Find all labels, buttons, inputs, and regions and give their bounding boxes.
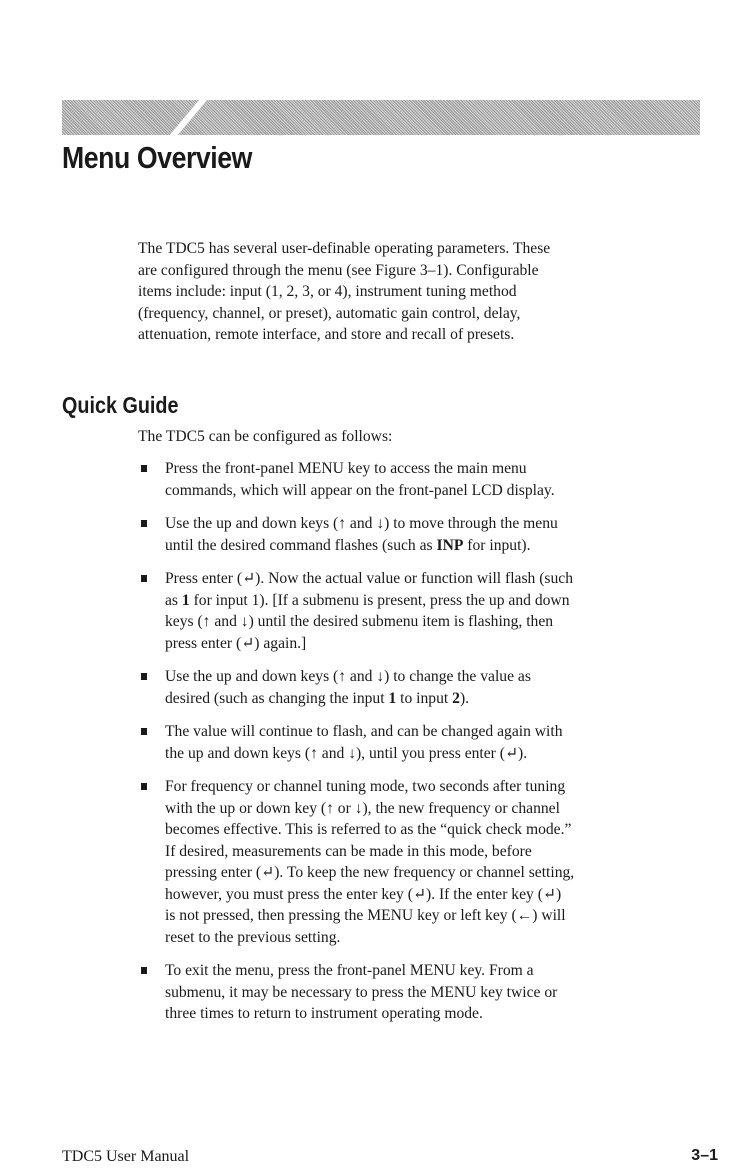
bullet-text: for input 1). [If a submenu is present, press the up and down keys (↑ and ↓) until the desired submenu item is flashing, then press enter (↵) again.]	[165, 591, 570, 652]
bullet-square-icon	[141, 673, 147, 680]
bullet-text: Use the up and down keys (↑ and ↓) to move through the menu until the desired command flashes (such as	[165, 515, 558, 554]
bullet-square-icon	[141, 465, 147, 472]
bullet-square-icon	[141, 783, 147, 790]
footer-page-number: 3–1	[691, 1147, 718, 1164]
page-title: Menu Overview	[62, 140, 252, 175]
bullet-item	[138, 666, 708, 709]
bullet-text: Press enter (↵). Now the actual value or function will flash (such as	[165, 570, 573, 609]
intro-paragraph: The TDC5 has several user-definable operating parameters. These are configured through the menu (see Figure 3–1). Configurable items include: input (1, 2, 3, or 4), instrument tuning method (frequency, channel, or preset), automatic gain control, delay, attenuation, remote interface, and store and recall of presets.	[138, 240, 551, 343]
bullet-text: Use the up and down keys (↑ and ↓) to change the value as desired (such as changing the input	[165, 668, 531, 707]
bullet-item	[138, 458, 708, 501]
bullet-text: to input	[396, 689, 453, 707]
header-bar-slash	[167, 98, 209, 138]
bullet-item	[138, 960, 708, 1025]
bold-text: 1	[181, 591, 190, 609]
bullet-item	[138, 776, 708, 948]
bullet-square-icon	[141, 728, 147, 735]
bold-text: INP	[436, 536, 464, 554]
bullet-list	[138, 458, 708, 1037]
bold-text: 1	[388, 689, 397, 707]
bullet-item	[138, 568, 708, 654]
bullet-text: For frequency or channel tuning mode, two seconds after tuning with the up or down key (↑ or ↓), the new frequency or channel becomes effective. This is referred to as the “quick check mode.” If desired, measurements can be made in this mode, before pressing enter (↵). To keep the new frequency or channel setting, however, you must press the enter key (↵). If the enter key (↵) is not pressed, then pressing the MENU key or left key (←) will reset to the previous setting.	[165, 778, 575, 946]
bullet-text: for input).	[463, 536, 531, 554]
bullet-text: Press the front-panel MENU key to access the main menu commands, which will appear on the front-panel LCD display.	[165, 460, 555, 499]
lead-sentence: The TDC5 can be configured as follows:	[138, 428, 393, 445]
bullet-item	[138, 513, 708, 556]
bullet-square-icon	[141, 575, 147, 582]
bullet-item	[138, 721, 708, 764]
chapter-header-bar	[62, 100, 700, 135]
bullet-square-icon	[141, 967, 147, 974]
footer-manual-title: TDC5 User Manual	[62, 1148, 190, 1165]
section-heading: Quick Guide	[62, 392, 179, 418]
bullet-text: To exit the menu, press the front-panel MENU key. From a submenu, it may be necessary to press the MENU key twice or three times to return to instrument operating mode.	[165, 962, 558, 1022]
bullet-text: ).	[459, 689, 470, 707]
bullet-text: The value will continue to flash, and can be changed again with the up and down keys (↑ and ↓), until you press enter (↵).	[165, 723, 563, 762]
bold-text: 2	[452, 689, 460, 707]
bullet-square-icon	[141, 520, 147, 527]
